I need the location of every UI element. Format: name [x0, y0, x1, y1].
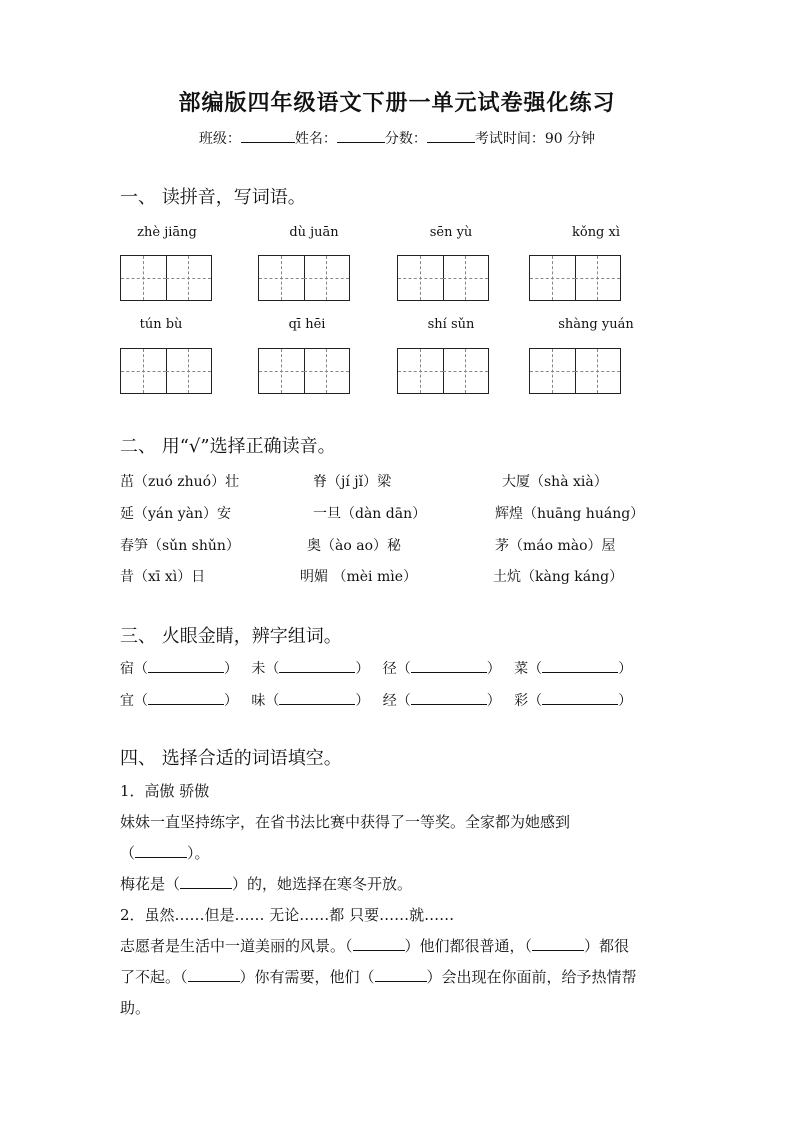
time-label: 考试时间：90 分钟 — [474, 131, 596, 147]
pinyin-label: shàng yuán — [558, 317, 634, 332]
pronunciation-choice[interactable]: 茅（máo mào）屋 — [495, 538, 616, 554]
character: 径 — [382, 661, 397, 677]
pronunciation-choice[interactable]: 一旦（dàn dān） — [313, 506, 427, 522]
character: 经 — [382, 693, 397, 709]
section3-title: 三、 火眼金睛，辨字组词。 — [120, 626, 342, 647]
writing-grid[interactable] — [397, 348, 489, 394]
character: 菜 — [514, 661, 529, 677]
word-group-row: 宿（ ） 未（ ） 径（ ） 菜（ ） — [120, 658, 632, 678]
word-blank[interactable] — [148, 658, 224, 673]
character: 味 — [251, 693, 266, 709]
word-group-row: 宜（ ） 味（ ） 经（ ） 彩（ ） — [120, 690, 632, 710]
pronunciation-choice[interactable]: 大厦（shà xià） — [502, 474, 608, 490]
word-blank[interactable] — [279, 658, 355, 673]
score-blank[interactable] — [427, 128, 475, 143]
pronunciation-choice[interactable]: 茁（zuó zhuó）壮 — [120, 474, 240, 490]
pronunciation-choice[interactable]: 奥（ào ao）秘 — [307, 538, 402, 554]
pronunciation-choice[interactable]: 明媚 （mèi mìe） — [300, 569, 417, 585]
question-block — [120, 776, 670, 1024]
writing-grid[interactable] — [397, 255, 489, 301]
pinyin-label: kǒng xì — [571, 225, 621, 240]
q1-options: 1．高傲 骄傲 — [120, 782, 210, 800]
q1-sentence: 妹妹一直坚持练字，在省书法比赛中获得了一等奖。全家都为她感到 — [120, 813, 571, 831]
pinyin-label: sēn yù — [429, 225, 473, 240]
answer-blank[interactable] — [180, 874, 232, 889]
answer-blank[interactable] — [532, 936, 584, 951]
pronunciation-choice[interactable]: 延（yán yàn）安 — [120, 506, 231, 522]
pronunciation-choice[interactable]: 土炕（kàng káng） — [493, 569, 624, 585]
word-blank[interactable] — [148, 690, 224, 705]
character: 宿 — [120, 661, 134, 677]
word-blank[interactable] — [411, 690, 487, 705]
section4-title: 四、 选择合适的词语填空。 — [120, 748, 342, 769]
pronunciation-choice[interactable]: 脊（jí jǐ）梁 — [313, 474, 392, 490]
q2-line-3: 助。 — [120, 999, 151, 1017]
pronunciation-choice[interactable]: 辉煌（huāng huáng） — [495, 506, 645, 522]
pinyin-label: shí sǔn — [427, 317, 475, 332]
q2-line-1: 志愿者是生活中一道美丽的风景。（ ）他们都很普通，（ ）都很 — [120, 937, 630, 955]
q2-line-2: 了不起。（ ）你有需要，他们（ ）会出现在你面前，给予热情帮 — [120, 968, 637, 986]
word-blank[interactable] — [542, 690, 618, 705]
pinyin-label: dù juān — [289, 225, 339, 240]
pinyin-label: qī hēi — [288, 317, 326, 332]
class-label: 班级： — [198, 131, 241, 147]
character: 宜 — [120, 693, 134, 709]
score-label: 分数： — [384, 131, 427, 147]
writing-grid[interactable] — [120, 348, 212, 394]
writing-grid[interactable] — [529, 255, 621, 301]
word-blank[interactable] — [411, 658, 487, 673]
writing-grid[interactable] — [258, 255, 350, 301]
answer-blank[interactable] — [188, 967, 240, 982]
writing-grid[interactable] — [120, 255, 212, 301]
page-title: 部编版四年级语文下册一单元试卷强化练习 — [178, 90, 616, 116]
class-blank[interactable] — [241, 128, 295, 143]
word-blank[interactable] — [542, 658, 618, 673]
q1-sentence-cont: （ ）。 — [120, 844, 210, 862]
word-blank[interactable] — [279, 690, 355, 705]
name-label: 姓名： — [294, 131, 337, 147]
name-blank[interactable] — [337, 128, 385, 143]
writing-grid[interactable] — [258, 348, 350, 394]
pronunciation-choice[interactable]: 春笋（sǔn shǔn） — [120, 538, 240, 554]
answer-blank[interactable] — [353, 936, 405, 951]
pinyin-label: tún bù — [139, 317, 183, 332]
pinyin-label: zhè jiāng — [137, 225, 197, 240]
answer-blank[interactable] — [375, 967, 427, 982]
q1-sentence-2: 梅花是（ ）的，她选择在寒冬开放。 — [120, 875, 413, 893]
pronunciation-choice[interactable]: 昔（xī xì）日 — [120, 569, 206, 585]
writing-grid[interactable] — [529, 348, 621, 394]
character: 彩 — [514, 693, 529, 709]
q2-options: 2．虽然……但是…… 无论……都 只要……就…… — [120, 906, 455, 924]
section1-title: 一、 读拼音，写词语。 — [120, 187, 306, 208]
section2-title: 二、 用“√”选择正确读音。 — [120, 436, 336, 457]
character: 未 — [251, 661, 266, 677]
student-info-line — [0, 128, 794, 148]
answer-blank[interactable] — [135, 843, 187, 858]
